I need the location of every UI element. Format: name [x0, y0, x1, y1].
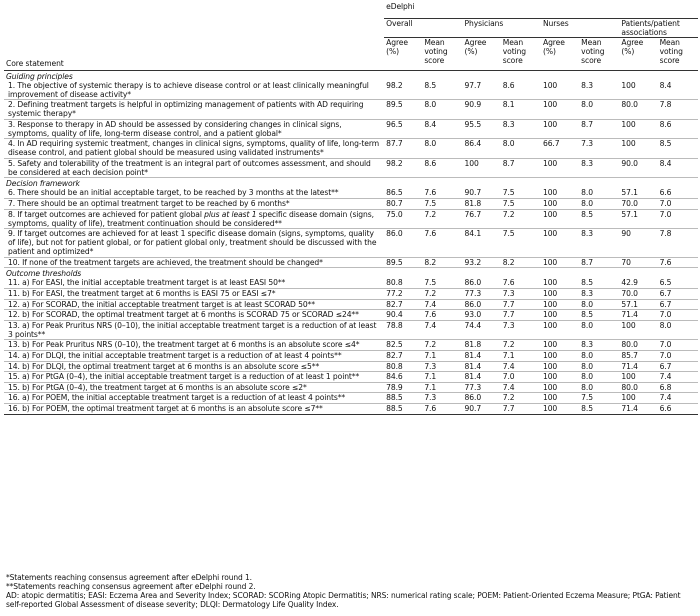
agree-value: 78.8: [384, 320, 422, 340]
statement-cell: 11. b) For EASI, the treatment target at 6 months is EASI 75 or EASI ≤7*: [4, 289, 384, 300]
agree-value: 81.8: [463, 340, 501, 351]
agree-value: 90.7: [463, 188, 501, 198]
mean-score-value: 7.1: [422, 382, 462, 393]
mean-score-value: 8.0: [579, 199, 619, 210]
mean-score-value: 7.4: [658, 372, 698, 383]
mean-score-value: 7.4: [501, 382, 541, 393]
mean-score-value: 7.2: [501, 340, 541, 351]
mean-score-value: 8.7: [501, 158, 541, 178]
table-footnotes: [6, 573, 696, 609]
agree-value: 96.5: [384, 119, 422, 139]
agree-value: 86.0: [463, 299, 501, 310]
blank-cell: [4, 2, 384, 19]
agree-value: 80.0: [619, 382, 657, 393]
mean-score-value: 8.0: [579, 299, 619, 310]
table-row: [4, 361, 698, 372]
mean-score-value: 7.5: [501, 229, 541, 258]
agree-value: 93.2: [463, 257, 501, 268]
mean-score-value: 8.0: [579, 320, 619, 340]
mean-score-value: 7.0: [658, 351, 698, 362]
mean-score-value: 8.4: [658, 158, 698, 178]
agree-value: 100: [541, 188, 579, 198]
agree-value: 84.6: [384, 372, 422, 383]
agree-value: 80.8: [384, 361, 422, 372]
agree-value: 100: [541, 257, 579, 268]
section-heading: Decision framework: [6, 179, 80, 189]
table-row: [4, 257, 698, 268]
statement-cell: 5. Safety and tolerability of the treatment is an integral part of outcomes assessment, and should be considered at each decision point*: [4, 158, 384, 178]
agree-value: 100: [541, 81, 579, 100]
mean-score-value: 7.3: [422, 361, 462, 372]
consensus-table: [4, 2, 698, 415]
statement-cell: 7. There should be an optimal treatment target to be reached by 6 months*: [4, 199, 384, 210]
mean-score-value: 7.6: [422, 229, 462, 258]
mean-score-value: 7.6: [422, 188, 462, 198]
agree-value: 100: [541, 229, 579, 258]
mean-score-value: 7.0: [658, 340, 698, 351]
mean-score-value: 8.0: [422, 139, 462, 159]
statement-text: 8. If target outcomes are achieved for patient global: [8, 209, 205, 219]
agree-value: 77.3: [463, 382, 501, 393]
mean-score-value: 8.0: [501, 139, 541, 159]
mean-score-value: 6.7: [658, 361, 698, 372]
stakeholder-nurses: Nurses: [541, 19, 619, 38]
statement-cell: 4. In AD requiring systemic treatment, changes in clinical signs, symptoms, quality of life, long-term disease control, and patient global should be measured using validated instruments*: [4, 139, 384, 159]
agree-value: 57.1: [619, 209, 657, 229]
agree-value: 86.0: [384, 229, 422, 258]
mean-score-value: 6.5: [658, 278, 698, 288]
mean-score-value: 7.2: [501, 209, 541, 229]
agree-value: 81.4: [463, 372, 501, 383]
mean-score-value: 8.5: [579, 403, 619, 414]
agree-value: 86.5: [384, 188, 422, 198]
mean-score-value: 8.5: [422, 81, 462, 100]
mean-score-value: 7.7: [501, 299, 541, 310]
mean-score-value: 8.0: [579, 382, 619, 393]
agree-value: 98.2: [384, 81, 422, 100]
mean-score-value: 8.3: [579, 289, 619, 300]
agree-header: Agree (%): [464, 38, 487, 56]
mean-score-value: 8.3: [579, 81, 619, 100]
mean-score-value: 7.3: [422, 393, 462, 404]
agree-value: 88.5: [384, 393, 422, 404]
stakeholder-physicians: Physicians: [463, 19, 541, 38]
agree-value: 90.4: [384, 310, 422, 321]
mean-score-value: 7.6: [422, 310, 462, 321]
agree-value: 90.9: [463, 100, 501, 120]
agree-value: 81.4: [463, 361, 501, 372]
mean-score-value: 7.4: [658, 393, 698, 404]
agree-value: 100: [541, 310, 579, 321]
mean-score-value: 7.1: [422, 372, 462, 383]
agree-header: Agree (%): [542, 38, 565, 56]
table-row: [4, 119, 698, 139]
mean-score-value: 7.1: [422, 351, 462, 362]
statement-cell: 3. Response to therapy in AD should be assessed by considering changes in clinical signs, symptoms, quality of life, long-term disease control, and a patient global*: [4, 119, 384, 139]
agree-value: 100: [541, 351, 579, 362]
agree-value: 100: [541, 340, 579, 351]
core-statement-header: Core statement: [6, 58, 64, 68]
mean-score-value: 7.3: [501, 320, 541, 340]
mean-score-value: 8.2: [501, 257, 541, 268]
mean-score-value: 7.2: [501, 393, 541, 404]
mean-score-value: 7.3: [501, 289, 541, 300]
mean-score-value: 8.5: [579, 209, 619, 229]
statement-cell: 12. b) For SCORAD, the optimal treatment target at 6 months is SCORAD 75 or SCORAD ≤24**: [4, 310, 384, 321]
mean-score-value: 8.5: [579, 310, 619, 321]
blank-cell: [4, 19, 384, 38]
mean-score-value: 7.2: [422, 209, 462, 229]
agree-value: 90.0: [619, 158, 657, 178]
statement-emphasis: plus at least 1: [204, 209, 257, 219]
agree-header: Agree (%): [621, 38, 644, 56]
agree-value: 90.7: [463, 403, 501, 414]
mean-score-value: 8.4: [422, 119, 462, 139]
agree-value: 97.7: [463, 81, 501, 100]
mean-score-value: 8.0: [579, 188, 619, 198]
statement-cell: 15. a) For PtGA (0–4), the initial acceptable treatment target is a reduction of at least 1 point**: [4, 372, 384, 383]
agree-value: 100: [541, 403, 579, 414]
statement-cell: 6. There should be an initial acceptable target, to be reached by 3 months at the latest**: [4, 188, 384, 198]
mean-score-value: 8.6: [658, 119, 698, 139]
statement-cell: 13. a) For Peak Pruritus NRS (0–10), the initial acceptable treatment target is a reduction of at least 3 points**: [4, 320, 384, 340]
table-row: [4, 278, 698, 288]
table-row: [4, 229, 698, 258]
agree-value: 100: [541, 299, 579, 310]
table-row: [4, 100, 698, 120]
mean-score-value: 8.3: [579, 229, 619, 258]
agree-value: 100: [619, 139, 657, 159]
statement-cell: 9. If target outcomes are achieved for at least 1 specific disease domain (signs, symptoms, quality of life), but not for patient global, or for patient global only, treatment should be discussed with the patient and optimized*: [4, 229, 384, 258]
statement-cell: 16. a) For POEM, the initial acceptable treatment target is a reduction of at least 4 points**: [4, 393, 384, 404]
table-row: [4, 81, 698, 100]
mean-score-value: 7.5: [422, 199, 462, 210]
agree-value: 100: [619, 119, 657, 139]
mean-score-value: 7.5: [422, 278, 462, 288]
mean-score-value: 7.6: [422, 403, 462, 414]
agree-value: 93.0: [463, 310, 501, 321]
table-row: [4, 351, 698, 362]
statement-cell: 12. a) For SCORAD, the initial acceptable treatment target is at least SCORAD 50**: [4, 299, 384, 310]
agree-value: 100: [619, 320, 657, 340]
mean-header: Mean voting score: [581, 38, 605, 65]
mean-score-value: 8.3: [579, 158, 619, 178]
mean-score-value: 7.1: [501, 351, 541, 362]
footnote-round2: **Statements reaching consensus agreement after eDelphi round 2.: [6, 582, 256, 591]
footnote-round1: *Statements reaching consensus agreement after eDelphi round 1.: [6, 573, 252, 582]
mean-score-value: 8.0: [579, 351, 619, 362]
agree-value: 89.5: [384, 100, 422, 120]
statement-cell: 14. a) For DLQI, the initial acceptable treatment target is a reduction of at least 4 points**: [4, 351, 384, 362]
section-heading: Outcome thresholds: [6, 269, 82, 279]
table-row: [4, 299, 698, 310]
table-row: [4, 320, 698, 340]
agree-value: 100: [541, 278, 579, 288]
agree-value: 78.9: [384, 382, 422, 393]
agree-value: 95.5: [463, 119, 501, 139]
mean-score-value: 6.7: [658, 289, 698, 300]
mean-score-value: 8.4: [658, 81, 698, 100]
table-row: [4, 139, 698, 159]
agree-value: 100: [619, 393, 657, 404]
agree-value: 85.7: [619, 351, 657, 362]
mean-score-value: 8.2: [422, 257, 462, 268]
agree-value: 57.1: [619, 188, 657, 198]
mean-score-value: 8.7: [579, 119, 619, 139]
mean-score-value: 7.0: [501, 372, 541, 383]
agree-value: 100: [541, 209, 579, 229]
mean-score-value: 8.5: [658, 139, 698, 159]
table-row: [4, 310, 698, 321]
table-row: [4, 403, 698, 414]
edelphi-header: eDelphi: [384, 2, 698, 19]
agree-value: 86.0: [463, 278, 501, 288]
statement-cell: [4, 209, 384, 229]
agree-value: 70.0: [619, 199, 657, 210]
agree-value: 76.7: [463, 209, 501, 229]
mean-score-value: 7.2: [422, 289, 462, 300]
table-row: [4, 199, 698, 210]
mean-score-value: 8.0: [422, 100, 462, 120]
agree-value: 100: [541, 382, 579, 393]
statement-cell: 13. b) For Peak Pruritus NRS (0–10), the treatment target at 6 months is an absolute score ≤4*: [4, 340, 384, 351]
agree-value: 88.5: [384, 403, 422, 414]
mean-score-value: 7.3: [579, 139, 619, 159]
agree-value: 80.8: [384, 278, 422, 288]
agree-value: 77.3: [463, 289, 501, 300]
agree-value: 71.4: [619, 310, 657, 321]
table-body: [4, 70, 698, 414]
table-row: [4, 393, 698, 404]
agree-value: 84.1: [463, 229, 501, 258]
agree-value: 81.8: [463, 199, 501, 210]
agree-value: 82.7: [384, 351, 422, 362]
mean-header: Mean voting score: [424, 38, 448, 65]
mean-score-value: 7.5: [501, 199, 541, 210]
mean-score-value: 8.3: [579, 340, 619, 351]
mean-score-value: 8.0: [658, 320, 698, 340]
mean-score-value: 7.5: [579, 393, 619, 404]
agree-header: Agree (%): [386, 38, 408, 56]
agree-value: 80.7: [384, 199, 422, 210]
mean-header: Mean voting score: [659, 38, 683, 65]
stakeholder-overall: Overall: [384, 19, 462, 38]
mean-score-value: 7.8: [658, 229, 698, 258]
mean-score-value: 7.7: [501, 403, 541, 414]
agree-value: 70: [619, 257, 657, 268]
statement-cell: 10. If none of the treatment targets are achieved, the treatment should be changed*: [4, 257, 384, 268]
mean-score-value: 8.6: [422, 158, 462, 178]
table-row: [4, 372, 698, 383]
agree-value: 80.0: [619, 100, 657, 120]
agree-value: 100: [541, 158, 579, 178]
table-row: [4, 382, 698, 393]
table-row: [4, 340, 698, 351]
statement-cell: 2. Defining treatment targets is helpful in optimizing management of patients with AD requiring systemic therapy*: [4, 100, 384, 120]
agree-value: 66.7: [541, 139, 579, 159]
mean-score-value: 7.0: [658, 199, 698, 210]
mean-score-value: 8.5: [579, 278, 619, 288]
mean-score-value: 7.5: [501, 188, 541, 198]
mean-score-value: 8.6: [501, 81, 541, 100]
mean-score-value: 7.6: [501, 278, 541, 288]
agree-value: 100: [541, 199, 579, 210]
mean-score-value: 7.8: [658, 100, 698, 120]
agree-value: 75.0: [384, 209, 422, 229]
agree-value: 77.2: [384, 289, 422, 300]
statement-cell: 15. b) For PtGA (0–4), the treatment target at 6 months is an absolute score ≤2*: [4, 382, 384, 393]
mean-score-value: 8.1: [501, 100, 541, 120]
mean-score-value: 7.0: [658, 310, 698, 321]
mean-score-value: 8.3: [501, 119, 541, 139]
agree-value: 71.4: [619, 361, 657, 372]
statement-text: specific disease domain (signs, symptoms, quality of life), treatment continuation should be considered**: [8, 209, 374, 228]
agree-value: 100: [541, 119, 579, 139]
agree-value: 86.0: [463, 393, 501, 404]
agree-value: 100: [541, 289, 579, 300]
agree-value: 82.5: [384, 340, 422, 351]
statement-cell: 11. a) For EASI, the initial acceptable treatment target is at least EASI 50**: [4, 278, 384, 288]
agree-value: 87.7: [384, 139, 422, 159]
mean-score-value: 6.6: [658, 403, 698, 414]
mean-score-value: 7.6: [658, 257, 698, 268]
agree-value: 100: [541, 100, 579, 120]
mean-score-value: 6.6: [658, 188, 698, 198]
mean-score-value: 7.4: [422, 320, 462, 340]
statement-cell: 14. b) For DLQI, the optimal treatment target at 6 months is an absolute score ≤5**: [4, 361, 384, 372]
agree-value: 74.4: [463, 320, 501, 340]
table-row: [4, 158, 698, 178]
agree-value: 100: [541, 393, 579, 404]
agree-value: 70.0: [619, 289, 657, 300]
agree-value: 100: [619, 372, 657, 383]
agree-value: 89.5: [384, 257, 422, 268]
mean-score-value: 7.7: [501, 310, 541, 321]
footnote-abbreviations: AD: atopic dermatitis; EASI: Eczema Area and Severity Index; SCORAD: SCORing Atopic Dermatitis; NRS: numerical rating scale; POEM: Patient-Oriented Eczema Measure; PtGA: Patient self-reported Global Assessment of disease severity; DLQI: Dermatology Life Quality Index.: [6, 591, 681, 609]
agree-value: 57.1: [619, 299, 657, 310]
agree-value: 90: [619, 229, 657, 258]
agree-value: 42.9: [619, 278, 657, 288]
table-row: [4, 289, 698, 300]
mean-score-value: 7.2: [422, 340, 462, 351]
agree-value: 80.0: [619, 340, 657, 351]
agree-value: 98.2: [384, 158, 422, 178]
mean-score-value: 6.7: [658, 299, 698, 310]
statement-cell: 16. b) For POEM, the optimal treatment target at 6 months is an absolute score ≤7**: [4, 403, 384, 414]
mean-score-value: 8.0: [579, 372, 619, 383]
mean-score-value: 8.0: [579, 361, 619, 372]
agree-value: 82.7: [384, 299, 422, 310]
agree-value: 81.4: [463, 351, 501, 362]
agree-value: 100: [541, 361, 579, 372]
stakeholder-patients: Patients/patient associations: [619, 19, 698, 38]
mean-score-value: 8.7: [579, 257, 619, 268]
mean-header: Mean voting score: [502, 38, 527, 65]
agree-value: 71.4: [619, 403, 657, 414]
agree-value: 100: [619, 81, 657, 100]
mean-score-value: 7.4: [501, 361, 541, 372]
mean-score-value: 7.4: [422, 299, 462, 310]
table-row: [4, 209, 698, 229]
agree-value: 86.4: [463, 139, 501, 159]
statement-cell: 1. The objective of systemic therapy is to achieve disease control or at least clinically meaningful improvement of disease activity*: [4, 81, 384, 100]
agree-value: 100: [463, 158, 501, 178]
section-heading: Guiding principles: [6, 71, 73, 81]
agree-value: 100: [541, 372, 579, 383]
mean-score-value: 7.0: [658, 209, 698, 229]
mean-score-value: 8.0: [579, 100, 619, 120]
table-row: [4, 188, 698, 198]
mean-score-value: 6.8: [658, 382, 698, 393]
agree-value: 100: [541, 320, 579, 340]
